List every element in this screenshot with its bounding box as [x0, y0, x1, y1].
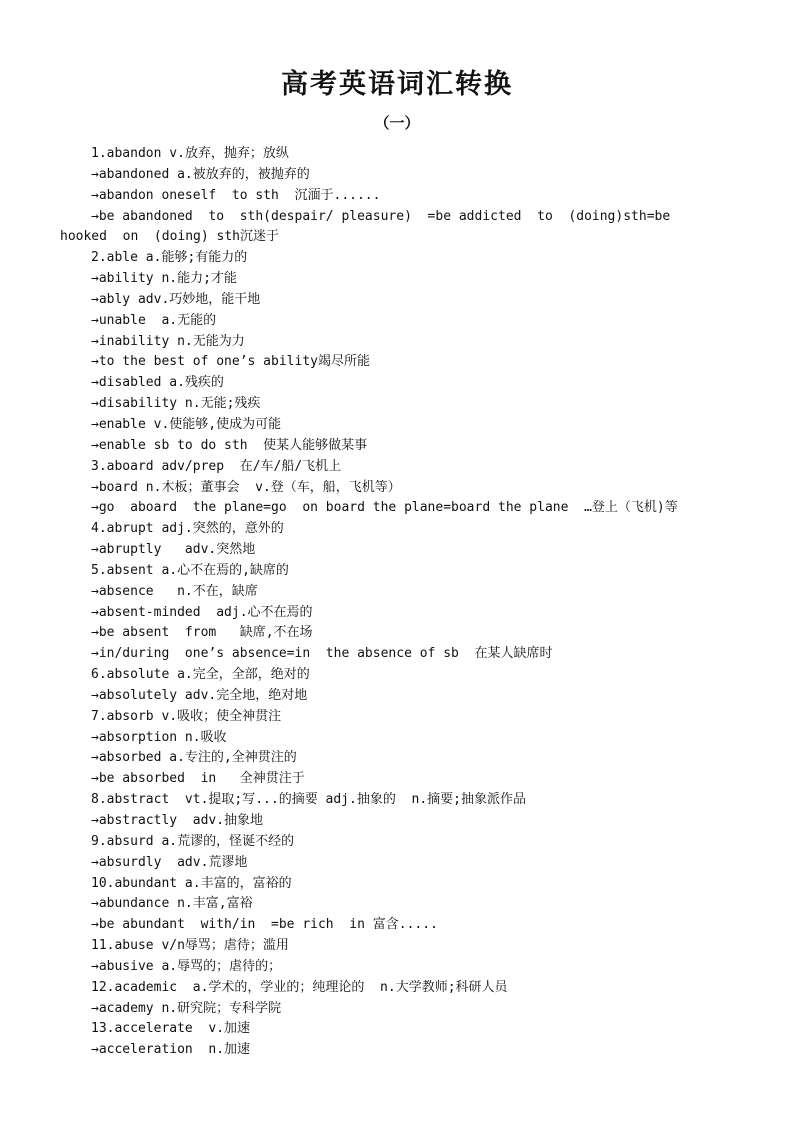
entry-detail-line: →abandon oneself to sth 沉湎于......: [91, 187, 381, 203]
entry-detail-line: →abandoned a.被放弃的，被抛弃的: [91, 166, 310, 182]
entry-detail-line: →in/during one’s absence=in the absence of sb 在某人缺席时: [91, 646, 553, 662]
entry-headword-line: 2.able a.能够;有能力的: [91, 250, 248, 266]
entry-headword-line: 9.absurd a.荒谬的，怪诞不经的: [91, 833, 295, 849]
entry-detail-line: →disabled a.残疾的: [91, 375, 224, 391]
entry-detail-line: →absorbed a.专注的,全神贯注的: [91, 750, 297, 766]
entry-detail-line: →absurdly adv.荒谬地: [91, 854, 248, 870]
entry-headword-line: 12.academic a.学术的，学业的；纯理论的 n.大学教师;科研人员: [91, 979, 508, 995]
entry-headword-line: 4.abrupt adj.突然的，意外的: [91, 521, 284, 537]
entry-detail-line: →to the best of one’s ability竭尽所能: [91, 354, 370, 370]
entry-detail-line: →absence n.不在，缺席: [91, 583, 258, 599]
entry-headword-line: 5.absent a.心不在焉的,缺席的: [91, 562, 289, 578]
entry-detail-line: →go aboard the plane=go on board the plane=board the plane …登上（飞机)等: [91, 500, 678, 516]
entry-detail-line: →absolutely adv.完全地，绝对地: [91, 687, 308, 703]
entry-detail-line: →enable sb to do sth 使某人能够做某事: [91, 437, 368, 453]
entry-headword-line: 10.abundant a.丰富的，富裕的: [91, 875, 292, 891]
entry-detail-line: →abundance n.丰富,富裕: [91, 896, 253, 912]
entry-detail-line: →ably adv.巧妙地，能干地: [91, 291, 261, 307]
document-title: 高考英语词汇转换: [281, 69, 513, 100]
entry-headword-line: 1.abandon v.放弃，抛弃；放纵: [91, 146, 289, 161]
entry-detail-line: →board n.木板；董事会 v.登（车，船，飞机等）: [91, 479, 401, 495]
document-subtitle: （一）: [374, 114, 420, 132]
entry-headword-line: 11.abuse v/n辱骂；虐待；滥用: [91, 938, 289, 954]
entry-detail-line: →absorption n.吸收: [91, 729, 227, 745]
entry-detail-line: →absent-minded adj.心不在焉的: [91, 604, 313, 620]
entry-detail-line: →be absorbed in 全神贯注于: [91, 771, 305, 787]
entry-detail-line: →be abundant with/in =be rich in 富含.....: [91, 917, 438, 933]
entry-detail-line: →inability n.无能为力: [91, 333, 245, 349]
entry-headword-line: 13.accelerate v.加速: [91, 1021, 251, 1037]
entry-detail-line: hooked on (doing) sth沉迷于: [60, 229, 280, 245]
entry-headword-line: 7.absorb v.吸收；使全神贯注: [91, 708, 282, 724]
entry-detail-line: →enable v.使能够,使成为可能: [91, 416, 282, 432]
entry-detail-line: →unable a.无能的: [91, 312, 217, 328]
entry-detail-line: →be absent from 缺席,不在场: [91, 625, 313, 641]
entry-headword-line: 3.aboard adv/prep 在/车/船/飞机上: [91, 458, 342, 474]
entry-detail-line: →ability n.能力;才能: [91, 271, 237, 287]
entry-detail-line: →abstractly adv.抽象地: [91, 813, 264, 828]
entry-detail-line: →disability n.无能;残疾: [91, 396, 261, 412]
entry-detail-line: →be abandoned to sth(despair/ pleasure) =be addicted to (doing)sth=be: [91, 208, 671, 224]
entry-headword-line: 8.abstract vt.提取;写...的摘要 adj.抽象的 n.摘要;抽象派作品: [91, 792, 526, 808]
entry-detail-line: →abusive a.辱骂的；虐待的；: [91, 958, 282, 974]
entry-detail-line: →academy n.研究院；专科学院: [91, 1000, 282, 1016]
entry-headword-line: 6.absolute a.完全，全部，绝对的: [91, 667, 310, 683]
vocabulary-list: [60, 144, 740, 1061]
entry-detail-line: →acceleration n.加速: [91, 1042, 251, 1058]
entry-detail-line: →abruptly adv.突然地: [91, 542, 256, 558]
